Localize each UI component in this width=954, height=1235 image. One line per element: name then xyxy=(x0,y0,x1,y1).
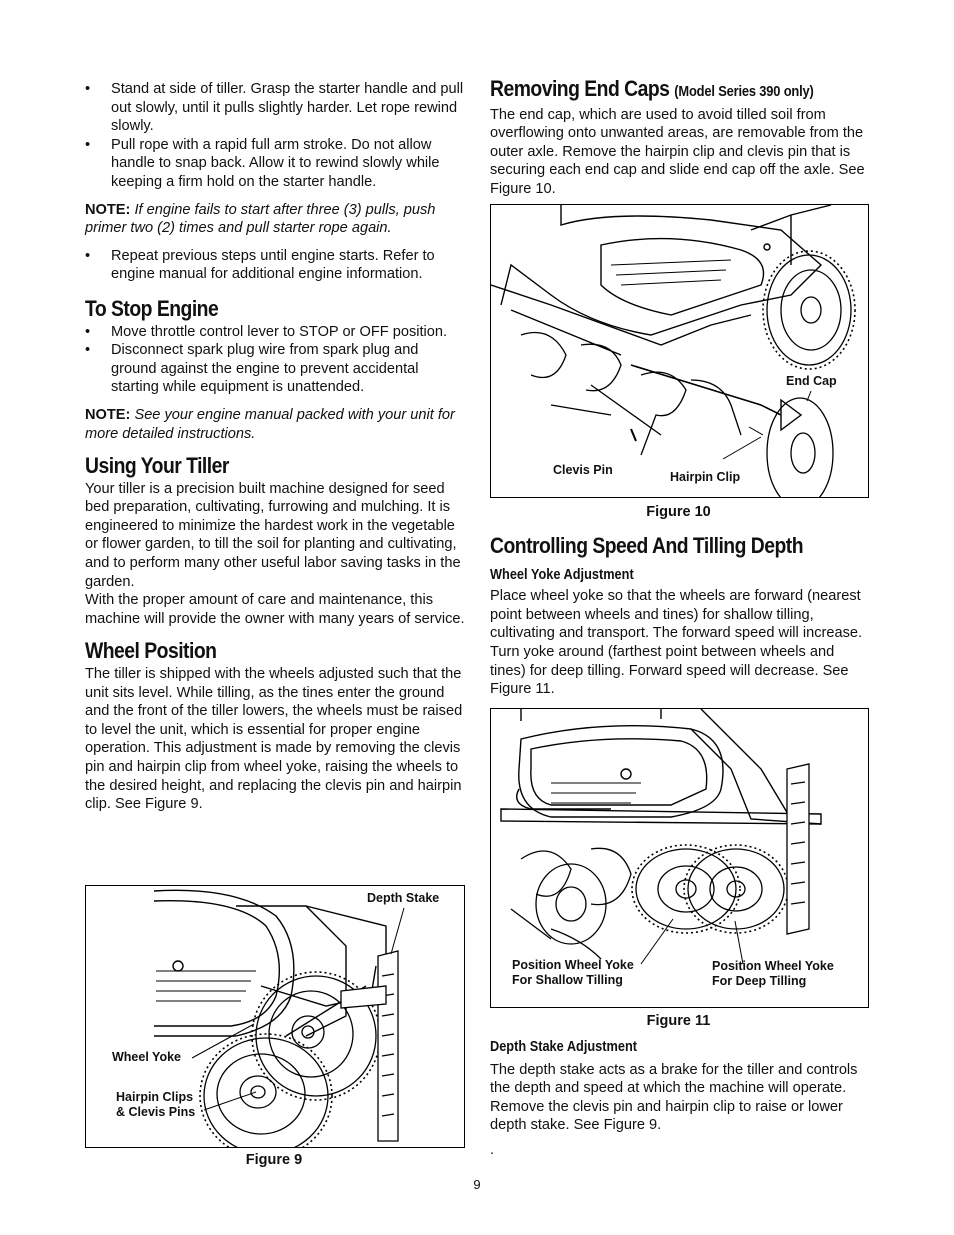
wheel-position-heading: Wheel Position xyxy=(85,638,217,664)
wheel-position-paragraph: The tiller is shipped with the wheels adjusted such that the unit sits level. While tilling, as the tines enter the ground and the front of the tiller lowers, the wheels must be raised to level the unit, which is essential for proper engine operation. This adjustment is made by removing the clevis pin and hairpin clip from wheel yoke, raising the wheels to the desired height, and replacing the clevis pin and hairpin clip. See Figure 9. xyxy=(85,666,463,813)
stop-steps-list xyxy=(85,323,467,397)
end-caps-paragraph: The end cap, which are used to avoid tilled soil from overflowing onto unwanted areas, are removable from the outer axle. Remove the hairpin clip and clevis pin that is securing each end cap and slide end cap off the axle. See Figure 10. xyxy=(490,106,865,197)
note-engine-manual xyxy=(85,406,467,443)
figure-10-caption: Figure 10 xyxy=(646,504,711,520)
figure-11-caption: Figure 11 xyxy=(646,1013,711,1029)
note-label: NOTE: xyxy=(85,406,131,423)
fig9-label-depth-stake: Depth Stake xyxy=(367,891,440,905)
figure-9-caption: Figure 9 xyxy=(245,1152,303,1168)
right-column xyxy=(490,76,870,199)
fig9-label-line: & Clevis Pins xyxy=(116,1105,196,1119)
list-item: • Stand at side of tiller. Grasp the starter handle and pull out slowly, until it pulls slightly harder. Let rope rewind slowly. xyxy=(85,80,467,136)
fig9-label-wheel-yoke: Wheel Yoke xyxy=(112,1050,182,1064)
fig11-label-deep xyxy=(712,959,834,989)
fig11-label-shallow xyxy=(512,958,634,988)
fig10-label-hairpin-clip: Hairpin Clip xyxy=(670,470,741,484)
figure-10 xyxy=(490,204,869,498)
note-text: If engine fails to start after three (3) pulls, push primer two (2) times and pull starter rope again. xyxy=(85,201,436,237)
using-tiller-paragraph-1: Your tiller is a precision built machine designed for seed bed preparation, cultivating, furrowing and mulching. It is engineered to minimize the hardest work in the vegetable or flower garden, to till the soil for planting and cultivating, and to perform many other useful labor saving tasks in the garden. xyxy=(85,480,461,590)
left-column xyxy=(85,80,467,814)
speed-depth-section xyxy=(490,533,870,699)
fig9-label-line: Hairpin Clips xyxy=(116,1090,194,1104)
figure-9 xyxy=(85,885,465,1148)
fig11-label-line: For Shallow Tilling xyxy=(512,973,623,987)
trailing-dot: . xyxy=(490,1141,495,1158)
list-item: • Repeat previous steps until engine starts. Refer to engine manual for additional engine information. xyxy=(85,247,467,284)
note-text: See your engine manual packed with your unit for more detailed instructions. xyxy=(85,406,455,442)
fig10-label-clevis-pin: Clevis Pin xyxy=(553,463,613,477)
figure-11 xyxy=(490,708,869,1008)
heading-subtitle: (Model Series 390 only) xyxy=(674,83,814,100)
list-item: • Move throttle control lever to STOP or OFF position. xyxy=(85,323,467,342)
depth-stake-subheading: Depth Stake Adjustment xyxy=(490,1039,638,1055)
repeat-steps-list xyxy=(85,247,467,284)
depth-stake-section xyxy=(490,1038,870,1160)
fig11-label-line: For Deep Tilling xyxy=(712,974,807,988)
fig10-label-end-cap: End Cap xyxy=(786,374,837,388)
list-item: • Pull rope with a rapid full arm stroke. Do not allow handle to snap back. Allow it to rewind slowly while keeping a firm hold on the starter handle. xyxy=(85,136,467,192)
speed-depth-heading: Controlling Speed And Tilling Depth xyxy=(490,533,804,558)
using-tiller-heading: Using Your Tiller xyxy=(85,453,229,479)
fig11-label-line: Position Wheel Yoke xyxy=(712,959,834,973)
note-primer xyxy=(85,201,467,238)
note-label: NOTE: xyxy=(85,201,131,218)
depth-stake-paragraph: The depth stake acts as a brake for the tiller and controls the depth and speed at which the machine will operate. Remove the clevis pin and hairpin clip to raise or lower depth stake. See Figure 9. xyxy=(490,1061,858,1134)
using-tiller-paragraph-2: With the proper amount of care and maintenance, this machine will provide the owner with many years of service. xyxy=(85,592,465,627)
page-number: 9 xyxy=(473,1177,481,1192)
tiller-end-cap-illustration xyxy=(491,205,868,497)
fig9-label-hairpin-clips xyxy=(116,1090,195,1120)
list-item: • Disconnect spark plug wire from spark plug and ground against the engine to prevent accidental starting while equipment is unattended. xyxy=(85,341,467,397)
start-steps-list xyxy=(85,80,467,192)
heading-text: Removing End Caps xyxy=(490,76,670,101)
removing-end-caps-heading xyxy=(490,76,817,102)
fig11-label-line: Position Wheel Yoke xyxy=(512,958,634,972)
wheel-yoke-paragraph: Place wheel yoke so that the wheels are forward (nearest point between wheels and tines) for shallow tilling, cultivating and transport. The forward speed will increase. Turn yoke around (farthest point between wheels and tines) for deep tilling. Forward speed will decrease. See Figure 11. xyxy=(490,588,863,698)
stop-engine-heading: To Stop Engine xyxy=(85,295,219,321)
wheel-yoke-subheading: Wheel Yoke Adjustment xyxy=(490,566,634,583)
